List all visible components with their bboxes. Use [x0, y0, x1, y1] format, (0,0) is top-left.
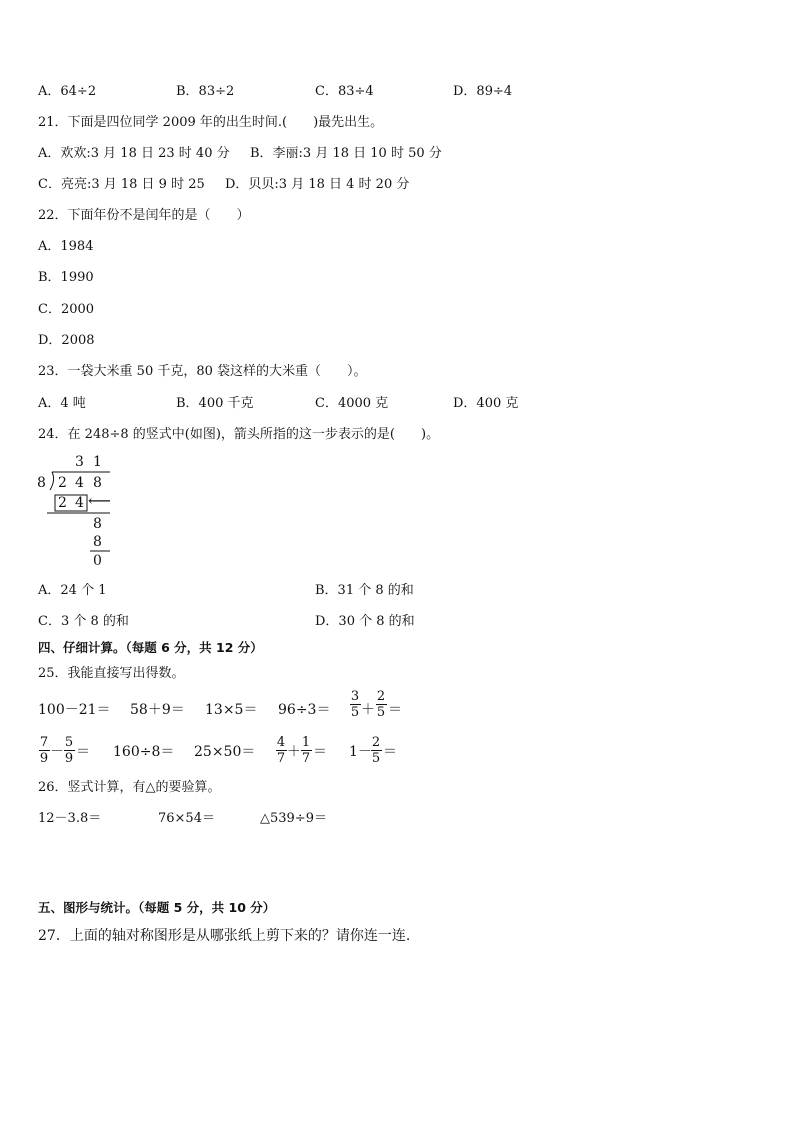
q22-question: 22．下面年份不是闰年的是（ ） — [38, 208, 250, 223]
q21-option-c: C．亮亮:3 月 18 日 9 时 25 — [38, 177, 205, 192]
q23-option-d: D．400 克 — [453, 396, 519, 411]
q24-option-d: D．30 个 8 的和 — [315, 614, 415, 629]
calc-item: 100－21＝ — [38, 702, 111, 718]
vertical-calc-item: 12－3.8＝ — [38, 811, 102, 826]
vertical-calc-item: △539÷9＝ — [260, 811, 327, 826]
fraction: 4 7 — [276, 735, 286, 766]
dividend-digit: 8 — [93, 475, 102, 491]
q21-option-b: B．李丽:3 月 18 日 10 时 50 分 — [250, 146, 442, 161]
fraction: 2 5 — [371, 735, 381, 766]
quotient-digit: 1 — [93, 454, 102, 470]
equals-sign: ＝ — [388, 702, 402, 718]
q27-question: 27．上面的轴对称图形是从哪张纸上剪下来的？请你连一连. — [38, 928, 411, 944]
q23-option-a: A．4 吨 — [38, 396, 86, 411]
fraction: 2 5 — [376, 689, 386, 720]
q23-option-c: C．4000 克 — [315, 396, 389, 411]
calc-item: 160÷8＝ — [113, 744, 175, 760]
calc-item: 13×5＝ — [205, 702, 258, 718]
quotient-digit: 3 — [75, 454, 84, 470]
dividend-digit: 4 — [75, 475, 84, 491]
fraction: 5 9 — [64, 735, 74, 766]
step-digit: 4 — [75, 495, 84, 511]
calc-item: 1－ — [349, 744, 372, 760]
calc-item: 25×50＝ — [194, 744, 256, 760]
vertical-calc-item: 76×54＝ — [158, 811, 215, 826]
q20-option-b: B．83÷2 — [176, 84, 235, 99]
q24-option-b: B．31 个 8 的和 — [315, 583, 414, 598]
q21-option-d: D．贝贝:3 月 18 日 4 时 20 分 — [225, 177, 410, 192]
q24-question: 24．在 248÷8 的竖式中(如图)，箭头所指的这一步表示的是( )。 — [38, 427, 440, 442]
q20-option-a: A．64÷2 — [38, 84, 97, 99]
dividend-digit: 2 — [58, 475, 67, 491]
fraction: 7 9 — [39, 735, 49, 766]
long-division-diagram — [30, 452, 130, 570]
q23-question: 23．一袋大米重 50 千克，80 袋这样的大米重（ ）。 — [38, 364, 367, 379]
q22-option-a: A．1984 — [38, 239, 94, 254]
section-5-title: 五、图形与统计。（每题 5 分，共 10 分） — [38, 900, 276, 915]
operator: ＋ — [287, 744, 301, 760]
q20-option-c: C．83÷4 — [315, 84, 374, 99]
q24-option-c: C．3 个 8 的和 — [38, 614, 129, 629]
fraction: 1 7 — [301, 735, 311, 766]
q22-option-b: B．1990 — [38, 270, 94, 285]
equals-sign: ＝ — [383, 744, 397, 760]
step-digit: 2 — [58, 495, 67, 511]
q23-option-b: B．400 千克 — [176, 396, 254, 411]
q21-option-a: A．欢欢:3 月 18 日 23 时 40 分 — [38, 146, 230, 161]
calc-item: 96÷3＝ — [278, 702, 331, 718]
final-remainder: 0 — [93, 553, 102, 569]
q21-question: 21．下面是四位同学 2009 年的出生时间.( )最先出生。 — [38, 115, 384, 130]
calc-item: 58＋9＝ — [130, 702, 185, 718]
step-digit: 8 — [93, 534, 102, 550]
q20-option-d: D．89÷4 — [453, 84, 513, 99]
arrow-icon: ⟵ — [88, 491, 111, 510]
q25-question: 25．我能直接写出得数。 — [38, 666, 185, 681]
equals-sign: ＝ — [76, 744, 90, 760]
q26-question: 26．竖式计算，有△的要验算。 — [38, 780, 221, 795]
remainder-digit: 8 — [93, 516, 102, 532]
divisor: 8 — [37, 475, 46, 491]
section-4-title: 四、仔细计算。（每题 6 分，共 12 分） — [38, 640, 263, 655]
q22-option-d: D．2008 — [38, 333, 95, 348]
q22-option-c: C．2000 — [38, 302, 95, 317]
operator: ＋ — [361, 702, 375, 718]
division-bracket — [30, 452, 130, 570]
equals-sign: ＝ — [313, 744, 327, 760]
fraction: 3 5 — [350, 689, 360, 720]
q24-option-a: A．24 个 1 — [38, 583, 107, 598]
operator: － — [50, 744, 64, 760]
